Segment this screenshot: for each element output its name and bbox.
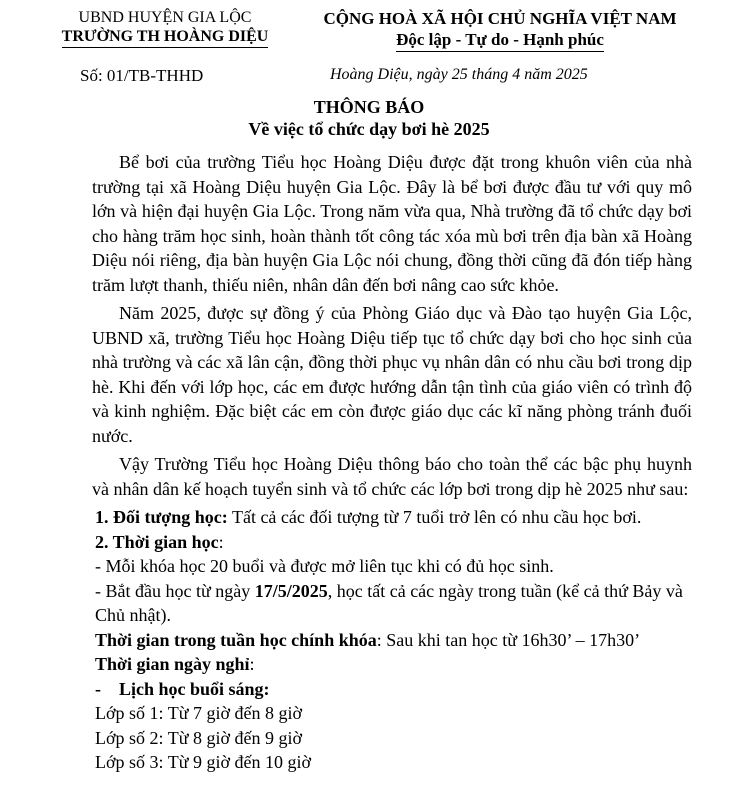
- weekday-label: Thời gian trong tuần học chính khóa: [95, 629, 377, 650]
- section-schedule-heading: 2. Thời gian học: [95, 531, 219, 552]
- section-schedule-colon: :: [218, 531, 224, 552]
- morning-schedule-label: - Lịch học buổi sáng:: [95, 678, 270, 699]
- class-slot: Lớp số 1: Từ 7 giờ đến 8 giờ: [95, 703, 302, 723]
- school-name: TRƯỜNG TH HOÀNG DIỆU: [62, 27, 269, 48]
- schedule-item-start-date: [92, 579, 692, 628]
- document-body: [92, 150, 692, 775]
- weekday-text: : Sau khi tan học từ 16h30’ – 17h30’: [376, 629, 641, 650]
- section-schedule: [92, 530, 692, 555]
- paragraph-plan: Năm 2025, được sự đồng ý của Phòng Giáo dục và Đào tạo huyện Gia Lộc, UBND xã, trường Tiểu học Hoàng Diệu tiếp tục tổ chức dạy bơi cho học sinh của nhà trường và các xã lân cận, đồng thời phục vụ nhân dân có nhu cầu bơi trong dịp hè. Khi đến với lớp học, các em được hướng dẫn tận tình của giáo viên có trình độ và kinh nghiệm. Đặc biệt các em còn được giáo dục các kĩ năng phòng tránh đuối nước.: [92, 303, 692, 446]
- holiday-colon: :: [249, 654, 255, 674]
- section-target: [92, 505, 692, 530]
- paragraph-intro: Bể bơi của trường Tiểu học Hoàng Diệu được đặt trong khuôn viên của nhà trường tại xã Hoàng Diệu huyện Gia Lộc. Đây là bể bơi được đầu tư với quy mô lớn và hiện đại huyện Gia Lộc. Trong năm vừa qua, Nhà trường đã tổ chức dạy bơi cho hàng trăm học sinh, hoàn thành tốt công tác xóa mù bơi trên địa bàn xã Hoàng Diệu nói riêng, địa bàn huyện Gia Lộc nói chung, đồng thời cũng đã đón tiếp hàng trăm lượt thanh, thiếu niên, nhân dân đến bơi nâng cao sức khỏe.: [92, 152, 692, 295]
- nation-name: CỘNG HOÀ XÃ HỘI CHỦ NGHĨA VIỆT NAM: [323, 9, 677, 28]
- section-target-heading: 1. Đối tượng học:: [95, 507, 228, 527]
- class-slot: Lớp số 3: Từ 9 giờ đến 10 giờ: [95, 752, 311, 772]
- section-target-text: Tất cả các đối tượng từ 7 tuổi trở lên có nhu cầu học bơi.: [227, 507, 642, 527]
- agency-name: UBND HUYỆN GIA LỘC: [78, 9, 252, 26]
- holiday-label: Thời gian ngày nghỉ: [95, 654, 250, 674]
- date-line: Hoàng Diệu, ngày 25 tháng 4 năm 2025: [330, 66, 588, 83]
- document-title: THÔNG BÁO: [313, 97, 425, 117]
- schedule-item-course-length: - Mỗi khóa học 20 buổi và được mở liên tục khi có đủ học sinh.: [95, 556, 554, 576]
- document-number: Số: 01/TB-THHD: [80, 66, 204, 85]
- holiday-schedule: [92, 652, 692, 677]
- issuer-header: [40, 8, 290, 48]
- start-date-value: 17/5/2025: [254, 580, 328, 601]
- start-date-prefix: - Bắt đầu học từ ngày: [95, 580, 255, 601]
- class-slot: Lớp số 2: Từ 8 giờ đến 9 giờ: [95, 727, 302, 748]
- national-motto: Độc lập - Tự do - Hạnh phúc: [396, 29, 604, 52]
- start-date-suffix: , học tất cả các ngày trong tuần (kể cả thứ Bảy và Chủ nhật).: [95, 580, 683, 625]
- weekday-schedule: [92, 628, 692, 653]
- title-block: [0, 96, 738, 140]
- paragraph-announce: Vậy Trường Tiểu học Hoàng Diệu thông báo cho toàn thể các bậc phụ huynh và nhân dân kế hoạch tuyển sinh và tổ chức các lớp bơi trong dịp hè 2025 như sau:: [92, 454, 692, 499]
- national-header: [290, 8, 710, 52]
- document-subject: Về việc tổ chức dạy bơi hè 2025: [248, 119, 490, 139]
